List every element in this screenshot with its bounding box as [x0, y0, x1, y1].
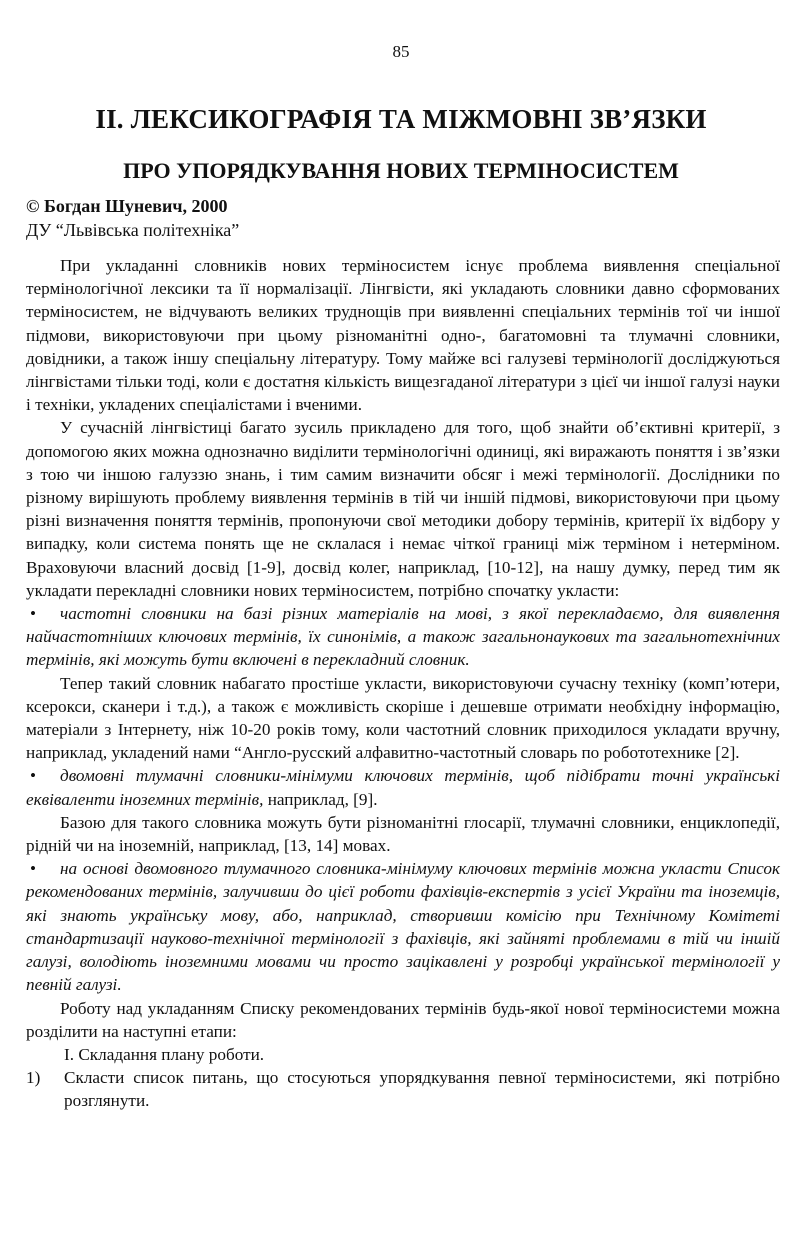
page-number: 85	[392, 42, 410, 61]
paragraph: Роботу над укладанням Списку рекомендованих термінів будь-якої нової терміносистеми можна розділити на наступні етапи:	[26, 998, 780, 1041]
bullet-text: на основі двомовного тлумачного словника-мінімуму ключових термінів можна укласти Список рекомендованих термінів, залучивши до цієї роботи фахівців-експертів з усієї України та іноземців, які знають українську мову, або, наприклад, створивши комісію при Технічному Комітеті стандартизації науково-технічної термінології з фахівців, які зайняті проблемами в тій чи іншій галузі, володіють іноземними мовами чи просто зацікавлені у розробці української термінології у певній галузі.	[26, 859, 780, 995]
bullet-icon: •	[30, 604, 37, 624]
bullet-item	[26, 764, 780, 810]
stage-heading: І. Складання плану роботи.	[64, 1044, 265, 1064]
affiliation-line: ДУ “Львівська політехніка”	[26, 220, 240, 240]
numbered-item	[26, 1066, 780, 1112]
bullet-text: двомовні тлумачні словники-мінімуми ключових термінів, щоб підібрати точні українські еквіваленти іноземних термінів,	[26, 766, 780, 809]
bullet-item	[26, 602, 780, 672]
bullet-icon: •	[30, 859, 37, 879]
paragraph: При укладанні словників нових терміносистем існує проблема виявлення спеціальної термінологічної лексики та її нормалізації. Лінгвісти, які укладають словники давно сформованих терміносистем, не відчувають великих труднощів при виявленні спеціальних термінів тої чи іншої підмови, використовуючи при цьому різноманітні одно-, багатомовні та тлумачні словники, довідники, а також іншу спеціальну літературу. Тому майже всі галузеві термінології досліджуються лінгвістами тільки тоді, коли є достатня кількість вищезгаданої літератури з цієї чи іншої галузі науки і техніки, укладених спеціалістами і вченими.	[26, 256, 780, 415]
bullet-text: частотні словники на базі різних матеріалів на мові, з якої перекладаємо, для виявлення найчастотніших ключових термінів, їх синонімів, а також загальнонаукових та загальнотехнічних термінів, які можуть бути включені в перекладний словник.	[26, 604, 780, 670]
section-title: ІІ. ЛЕКСИКОГРАФІЯ ТА МІЖМОВНІ ЗВ’ЯЗКИ	[95, 104, 707, 134]
bullet-text-tail: наприклад, [9].	[267, 789, 378, 809]
item-text: Скласти список питань, що стосуються упорядкування певної терміносистеми, які потрібно розглянути.	[64, 1068, 780, 1111]
article-body	[26, 254, 780, 1113]
item-number: 1)	[26, 1068, 41, 1088]
bullet-item	[26, 857, 780, 996]
article-title: ПРО УПОРЯДКУВАННЯ НОВИХ ТЕРМІНОСИСТЕМ	[123, 158, 679, 183]
paragraph: Базою для такого словника можуть бути різноманітні глосарії, тлумачні словники, енциклопедії, рідній чи на іноземній, наприклад, [13, 14] мовах.	[26, 812, 780, 856]
author-line: © Богдан Шуневич, 2000	[26, 196, 228, 216]
paragraph: У сучасній лінгвістиці багато зусиль прикладено для того, щоб знайти об’єктивні критерії, з допомогою яких можна однозначно виділити термінологічні одиниці, які виражають поняття і зв’язки з тою чи іншою галуззю знань, і тим самим визначити обсяг і межі термінології. Дослідники по різному вирішують проблему виявлення термінів в тій чи іншій підмові, використовуючи при цьому різні визначення поняття термінів, пропонуючи свої методики добору термінів, критерії їх відбору у випадку, коли система понять ще не склалася і немає чіткої границі між терміном і нетерміном. Враховуючи власний досвід [1-9], досвід колег, наприклад, [10-12], на нашу думку, перед тим як укладати перекладні словники нових терміносистем, потрібно спочатку укласти:	[26, 418, 780, 600]
paragraph: Тепер такий словник набагато простіше укласти, використовуючи сучасну техніку (комп’ютери, ксерокси, сканери і т.д.), а також є можливість скоріше і дешевше отримати необхідну інформацію, матеріали з Інтернету, ніж 10-20 років тому, коли частотний словник приходилося укладати вручну, наприклад, укладений нами “Англо-русский алфавитно-частотный словарь по робототехнике [2].	[26, 673, 780, 763]
bullet-icon: •	[30, 766, 37, 786]
